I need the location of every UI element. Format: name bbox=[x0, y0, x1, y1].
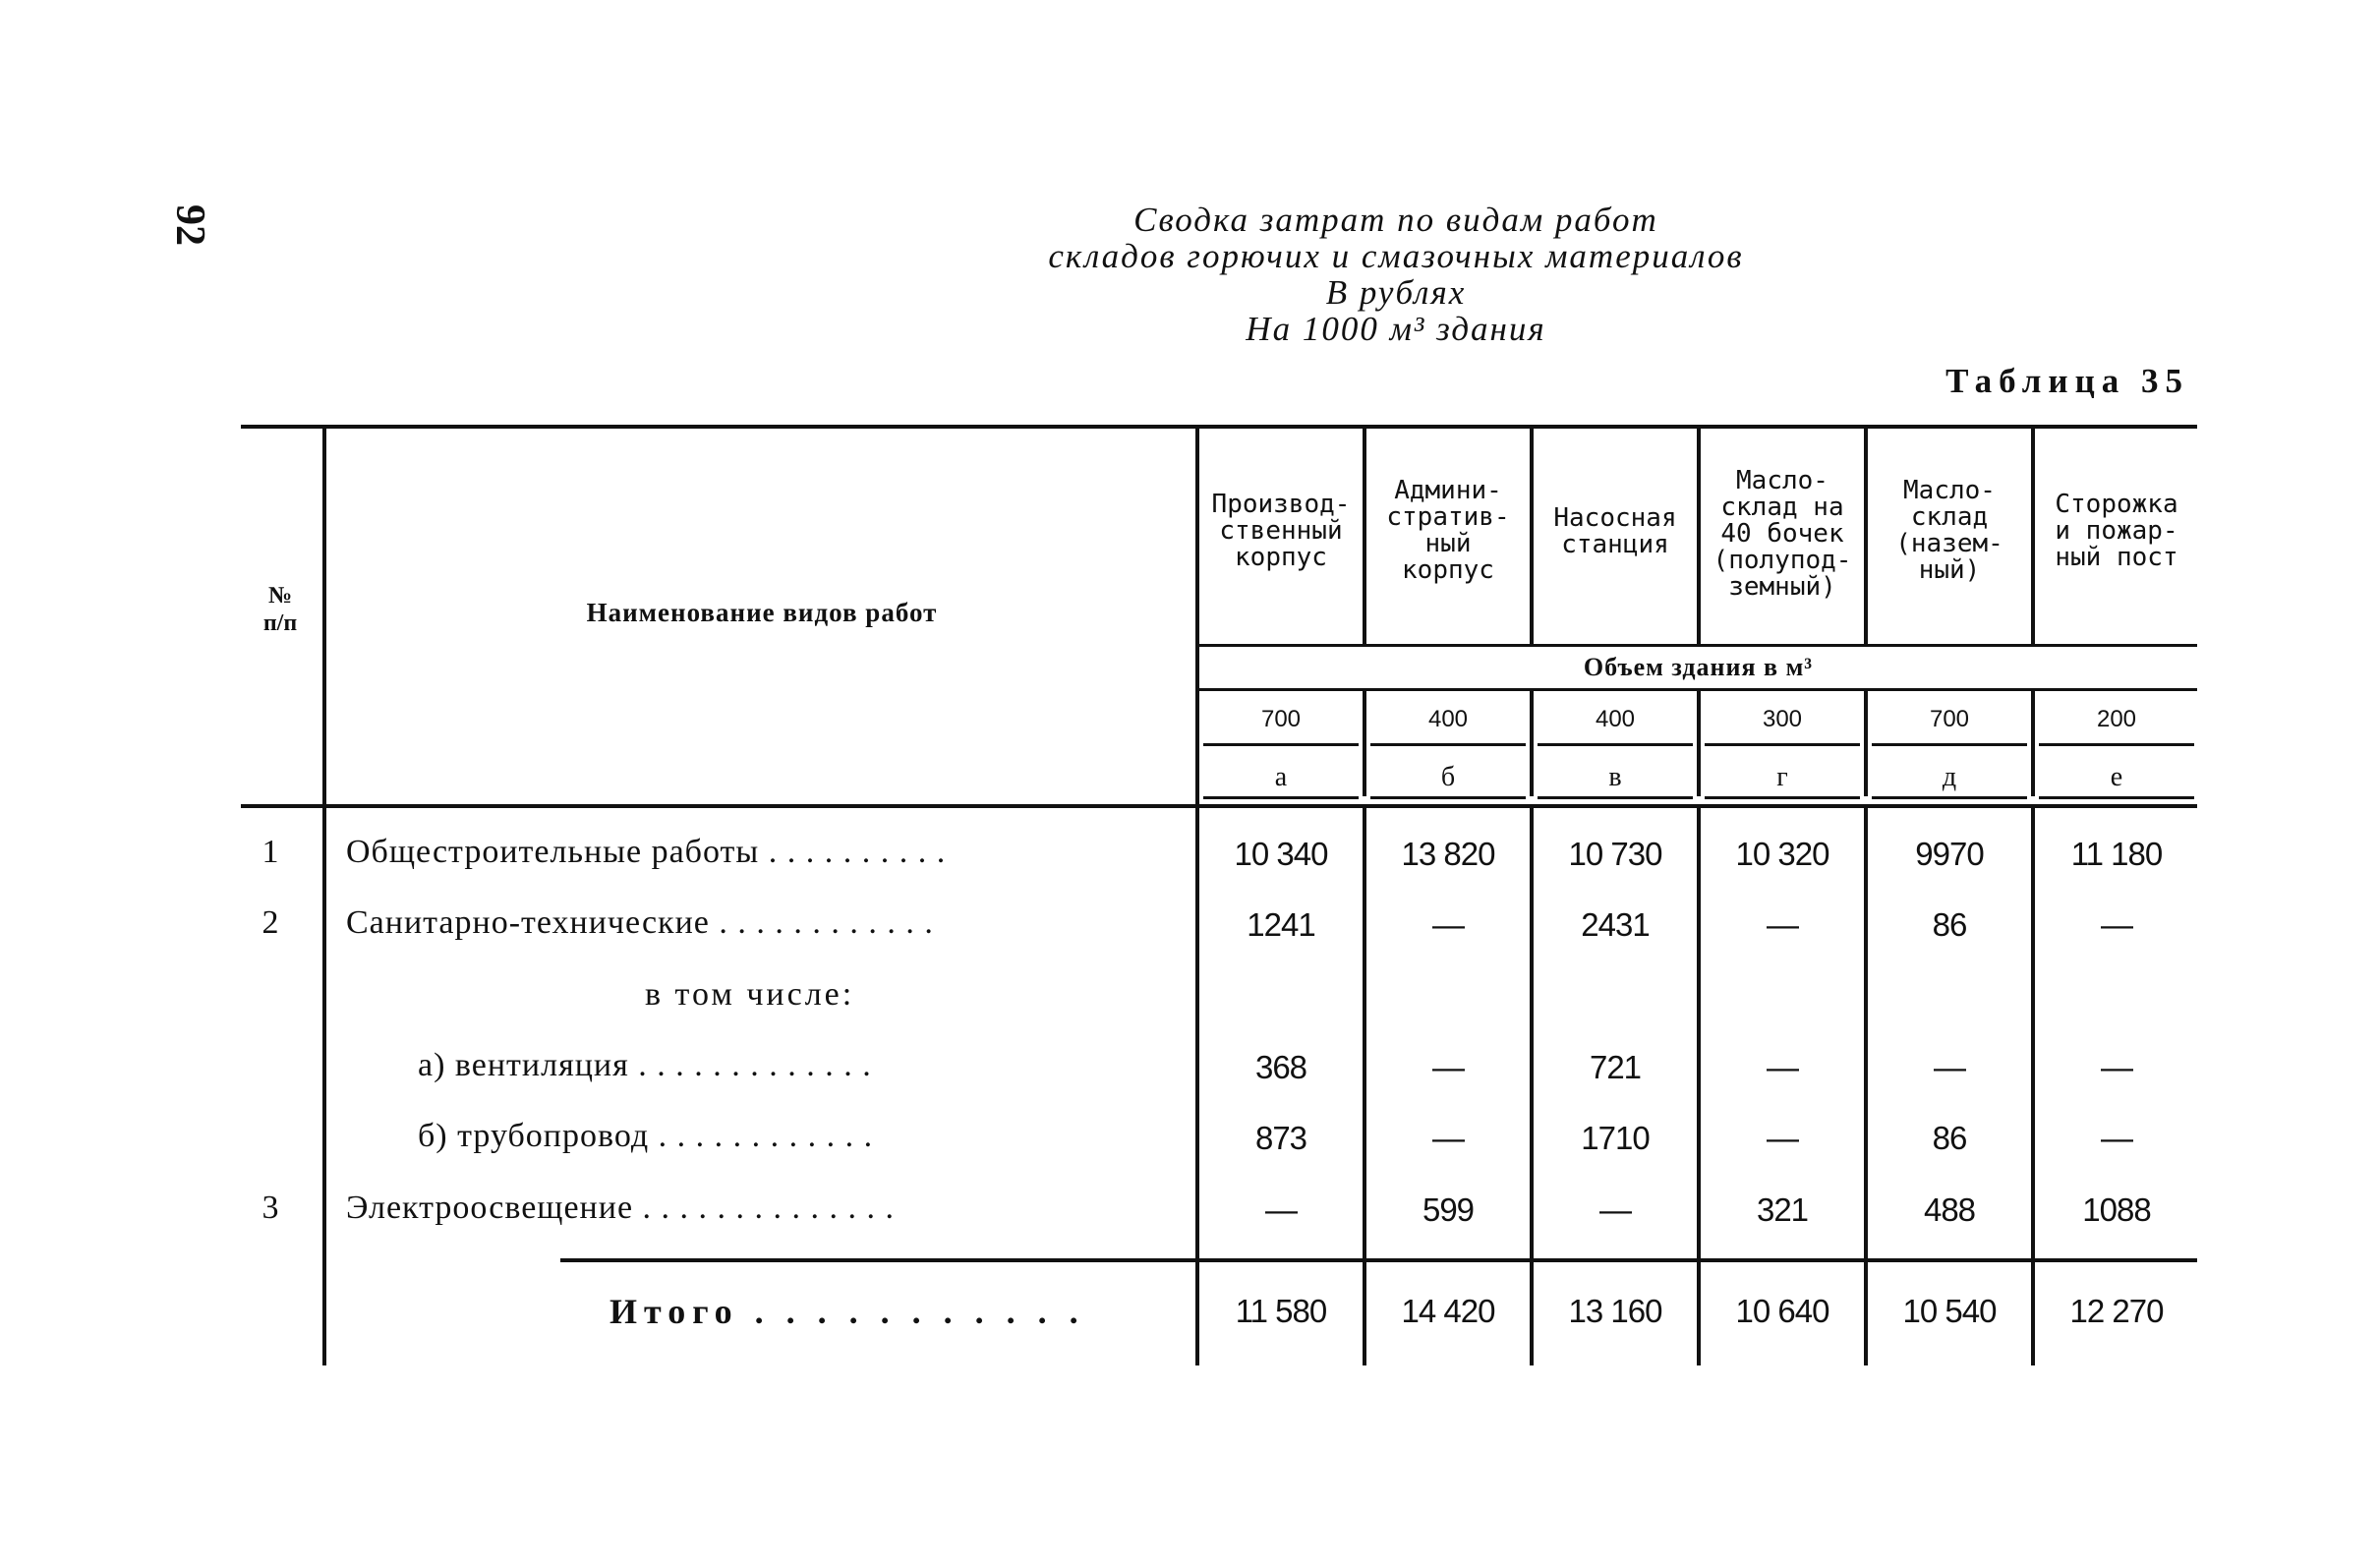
row-value: — bbox=[1767, 1120, 1798, 1156]
row-value: 86 bbox=[1932, 906, 1967, 943]
header-col-v: Насосная станция bbox=[1553, 503, 1677, 559]
header-col-a: Производ- ственный корпус bbox=[1211, 490, 1351, 572]
row-value: 599 bbox=[1422, 1191, 1475, 1228]
row-value: — bbox=[1934, 1049, 1965, 1085]
title-line-3: В рублях bbox=[1325, 273, 1467, 312]
header-no: № п/п bbox=[262, 583, 298, 636]
row-value: 321 bbox=[1756, 1191, 1809, 1228]
letter-e: е bbox=[2110, 762, 2123, 792]
row-value: — bbox=[1599, 1191, 1631, 1228]
row-number: 1 bbox=[261, 834, 279, 870]
row-work-name: а) вентиляция . . . . . . . . . . . . . bbox=[418, 1047, 872, 1083]
letter-g: г bbox=[1776, 762, 1788, 792]
volume-sub-rule bbox=[1203, 743, 1359, 746]
table-title bbox=[551, 202, 2241, 347]
total-rule bbox=[560, 1258, 2197, 1262]
table-number-label: Таблица 35 bbox=[1945, 362, 2189, 400]
volume-b: 400 bbox=[1427, 706, 1469, 732]
body-column-rule bbox=[1363, 808, 1366, 1365]
header-col-b: Админи- стратив- ный корпус bbox=[1386, 476, 1510, 585]
row-value: 10 340 bbox=[1234, 836, 1328, 872]
row-value: — bbox=[1767, 1049, 1798, 1085]
row-value: 2431 bbox=[1581, 906, 1650, 943]
row-value: — bbox=[1265, 1191, 1297, 1228]
total-value: 10 640 bbox=[1735, 1293, 1829, 1329]
total-value: 13 160 bbox=[1568, 1293, 1662, 1329]
row-value: — bbox=[1432, 1049, 1464, 1085]
body-column-rule bbox=[2031, 808, 2035, 1365]
volume-d: 700 bbox=[1929, 706, 1970, 732]
row-value: — bbox=[1432, 906, 1464, 943]
title-line-1: Сводка затрат по видам работ bbox=[1133, 201, 1658, 239]
volume-e: 200 bbox=[2096, 706, 2137, 732]
row-value: 11 180 bbox=[2070, 836, 2163, 872]
row-value: — bbox=[1767, 906, 1798, 943]
row-work-name: Электроосвещение . . . . . . . . . . . . . . bbox=[346, 1190, 896, 1226]
row-number: 3 bbox=[261, 1190, 279, 1226]
volume-sub-rule bbox=[1705, 796, 1860, 799]
row-number: 2 bbox=[261, 904, 279, 941]
row-value: 368 bbox=[1254, 1049, 1307, 1085]
total-value: 11 580 bbox=[1235, 1293, 1327, 1329]
row-value: — bbox=[2101, 1120, 2132, 1156]
row-value: 10 730 bbox=[1568, 836, 1662, 872]
total-value: 14 420 bbox=[1401, 1293, 1495, 1329]
row-value: 488 bbox=[1923, 1191, 1976, 1228]
volume-sub-rule bbox=[1872, 796, 2027, 799]
row-work-name: б) трубопровод . . . . . . . . . . . . bbox=[418, 1118, 874, 1154]
letter-d: д bbox=[1942, 762, 1957, 792]
total-value: 12 270 bbox=[2069, 1293, 2164, 1329]
letter-v: в bbox=[1608, 762, 1622, 792]
volume-a: 700 bbox=[1260, 706, 1302, 732]
row-value: 873 bbox=[1254, 1120, 1307, 1156]
row-work-name: Санитарно-технические . . . . . . . . . . . . bbox=[346, 904, 934, 941]
row-value: 1710 bbox=[1581, 1120, 1650, 1156]
header-divider-rule bbox=[1199, 644, 2197, 647]
row-work-name: Общестроительные работы . . . . . . . . . . bbox=[346, 834, 947, 870]
body-column-rule bbox=[1864, 808, 1868, 1365]
header-name: Наименование видов работ bbox=[586, 598, 938, 627]
volume-sub-rule bbox=[1203, 796, 1359, 799]
volume-g: 300 bbox=[1762, 706, 1803, 732]
row-value: — bbox=[1432, 1120, 1464, 1156]
name-column-rule bbox=[322, 429, 326, 1365]
header-col-e: Сторожка и пожар- ный пост bbox=[2055, 490, 2178, 572]
volume-sub-rule bbox=[2039, 743, 2194, 746]
volume-sub-rule bbox=[1370, 743, 1526, 746]
body-column-rule bbox=[1530, 808, 1534, 1365]
table-top-rule bbox=[241, 425, 2197, 429]
volume-sub-rule bbox=[1370, 796, 1526, 799]
volume-sub-rule bbox=[1872, 743, 2027, 746]
volume-sub-rule bbox=[1538, 743, 1693, 746]
volume-sub-rule bbox=[1538, 796, 1693, 799]
row-value: 86 bbox=[1932, 1120, 1967, 1156]
row-work-name: в том числе: bbox=[645, 976, 855, 1013]
letter-b: б bbox=[1440, 762, 1456, 792]
header-col-d: Масло- склад (назем- ный) bbox=[1895, 476, 2003, 585]
title-line-2: складов горючих и смазочных материалов bbox=[1048, 237, 1744, 275]
letter-a: а bbox=[1274, 762, 1288, 792]
volume-v: 400 bbox=[1595, 706, 1636, 732]
row-value: — bbox=[2101, 1049, 2132, 1085]
row-value: — bbox=[2101, 906, 2132, 943]
header-col-g: Масло- склад на 40 бочек (полупод- земный) bbox=[1712, 466, 1852, 602]
row-value: 1088 bbox=[2082, 1191, 2151, 1228]
page-number: 92 bbox=[167, 204, 212, 246]
header-volume-label: Объем здания в м³ bbox=[1583, 653, 1814, 681]
body-column-rule bbox=[1697, 808, 1701, 1365]
total-value: 10 540 bbox=[1902, 1293, 1997, 1329]
header-bottom-rule bbox=[241, 804, 2197, 808]
row-value: 9970 bbox=[1915, 836, 1984, 872]
row-value: 13 820 bbox=[1401, 836, 1495, 872]
row-value: 721 bbox=[1589, 1049, 1642, 1085]
title-line-4: На 1000 м³ здания bbox=[1246, 310, 1546, 348]
total-label: Итого . . . . . . . . . . . bbox=[610, 1292, 1085, 1331]
row-value: 1241 bbox=[1247, 906, 1315, 943]
volume-sub-rule bbox=[2039, 796, 2194, 799]
volume-sub-rule bbox=[1705, 743, 1860, 746]
row-value: 10 320 bbox=[1735, 836, 1829, 872]
